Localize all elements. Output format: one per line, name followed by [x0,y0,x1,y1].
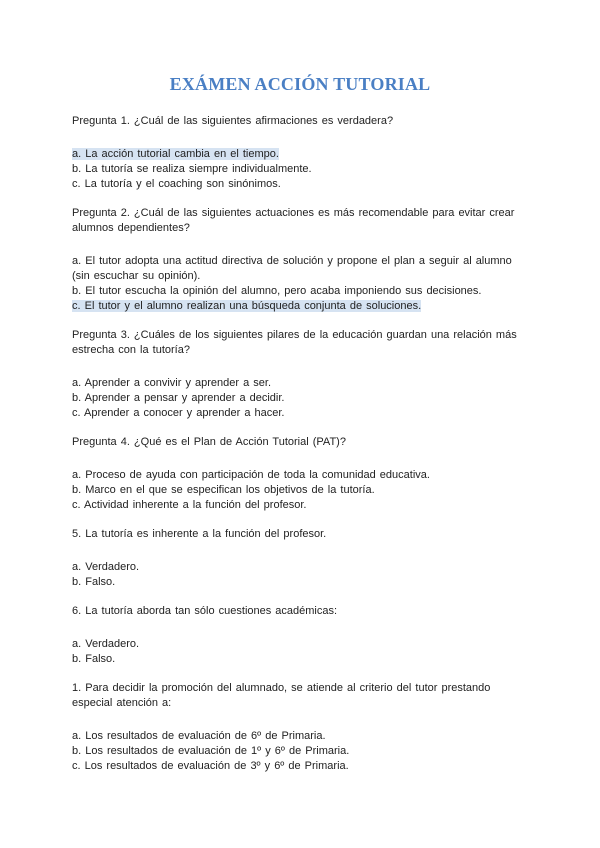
question-1-options [72,147,520,192]
question-2 [72,206,520,314]
question-7-text: 1. Para decidir la promoción del alumnado, se atiende al criterio del tutor prestando especial atención a: [72,682,491,709]
question-4-option-b[interactable]: b. Marco en el que se especifican los objetivos de la tutoría. [72,484,375,496]
question-1 [72,114,520,192]
question-7-option-c[interactable]: c. Los resultados de evaluación de 3º y 6º de Primaria. [72,760,349,772]
question-4-text: Pregunta 4. ¿Qué es el Plan de Acción Tutorial (PAT)? [72,436,346,448]
question-2-option-c[interactable] [72,299,520,314]
question-3-text: Pregunta 3. ¿Cuáles de los siguientes pilares de la educación guardan una relación más estrecha con la tutoría? [72,329,517,356]
question-2-text: Pregunta 2. ¿Cuál de las siguientes actuaciones es más recomendable para evitar crear alumnos dependientes? [72,207,515,234]
question-7-options [72,729,520,774]
question-5 [72,527,520,590]
question-5-option-a[interactable]: a. Verdadero. [72,561,140,573]
question-3-option-b[interactable]: b. Aprender a pensar y aprender a decidir. [72,392,285,404]
question-4 [72,435,520,513]
question-3-option-a[interactable]: a. Aprender a convivir y aprender a ser. [72,377,271,389]
question-7 [72,681,520,774]
question-1-option-b[interactable]: b. La tutoría se realiza siempre individualmente. [72,163,312,175]
document-title: EXÁMEN ACCIÓN TUTORIAL [169,74,431,94]
question-2-options [72,254,520,314]
question-5-option-b[interactable]: b. Falso. [72,576,116,588]
question-5-text: 5. La tutoría es inherente a la función del profesor. [72,528,327,540]
question-7-option-b[interactable]: b. Los resultados de evaluación de 1º y 6º de Primaria. [72,745,350,757]
question-6-text: 6. La tutoría aborda tan sólo cuestiones académicas: [72,605,338,617]
question-4-option-a[interactable]: a. Proceso de ayuda con participación de toda la comunidad educativa. [72,469,430,481]
question-4-option-c[interactable]: c. Actividad inherente a la función del profesor. [72,499,307,511]
highlighted-answer: c. El tutor y el alumno realizan una búsqueda conjunta de soluciones. [72,300,422,312]
question-1-option-a[interactable] [72,147,520,162]
question-6-option-a[interactable]: a. Verdadero. [72,638,140,650]
question-3-options [72,376,520,421]
question-6 [72,604,520,667]
question-4-options [72,468,520,513]
question-3-option-c[interactable]: c. Aprender a conocer y aprender a hacer. [72,407,285,419]
question-7-option-a[interactable]: a. Los resultados de evaluación de 6º de Primaria. [72,730,326,742]
question-6-option-b[interactable]: b. Falso. [72,653,116,665]
question-1-text: Pregunta 1. ¿Cuál de las siguientes afirmaciones es verdadera? [72,115,394,127]
question-2-option-b[interactable]: b. El tutor escucha la opinión del alumno, pero acaba imponiendo sus decisiones. [72,285,482,297]
question-6-options [72,637,520,667]
highlighted-answer: a. La acción tutorial cambia en el tiempo. [72,148,279,160]
question-3 [72,328,520,421]
question-5-options [72,560,520,590]
question-1-option-c[interactable]: c. La tutoría y el coaching son sinónimos. [72,178,281,190]
question-2-option-a[interactable]: a. El tutor adopta una actitud directiva de solución y propone el plan a seguir al alumno (sin escuchar su opinión). [72,255,512,282]
